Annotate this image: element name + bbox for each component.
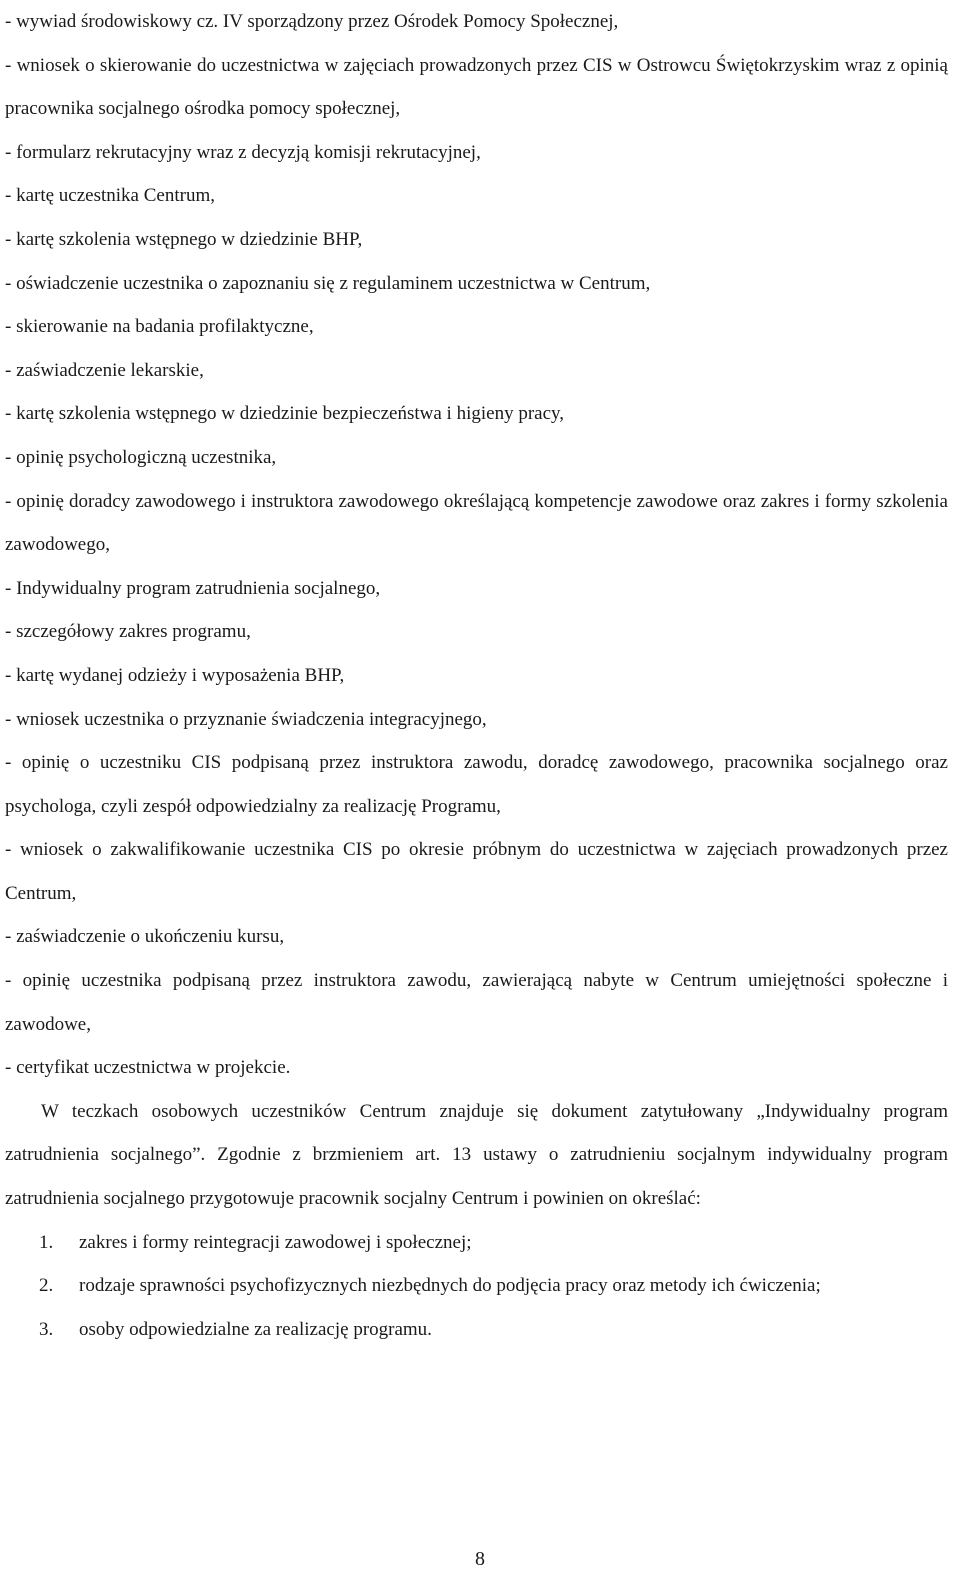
document-item: - opinię o uczestniku CIS podpisaną przez instruktora zawodu, doradcę zawodowego, pracownika socjalnego oraz psychologa, czyli zespół odpowiedzialny za realizację Programu, — [5, 752, 948, 817]
document-item: - kartę uczestnika Centrum, — [5, 185, 215, 207]
list-item-number: 1. — [39, 1231, 54, 1253]
document-item: - wniosek uczestnika o przyznanie świadczenia integracyjnego, — [5, 708, 487, 730]
list-item-number: 3. — [39, 1318, 54, 1340]
document-item: - zaświadczenie o ukończeniu kursu, — [5, 926, 285, 948]
document-item: - opinię psychologiczną uczestnika, — [5, 446, 277, 468]
document-item-list — [5, 0, 948, 1090]
document-item: - wywiad środowiskowy cz. IV sporządzony przez Ośrodek Pomocy Społecznej, — [5, 11, 619, 32]
document-item: - certyfikat uczestnictwa w projekcie. — [5, 1057, 291, 1079]
document-item: - Indywidualny program zatrudnienia socjalnego, — [5, 577, 381, 599]
body-paragraph: W teczkach osobowych uczestników Centrum znajduje się dokument zatytułowany „Indywidualny program zatrudnienia socjalnego”. Zgodnie z brzmieniem art. 13 ustawy o zatrudnieniu socjalnym indywidualny program zatrudnienia socjalnego przygotowuje pracownik socjalny Centrum i powinien on określać: — [5, 1100, 948, 1210]
document-item: - kartę szkolenia wstępnego w dziedzinie bezpieczeństwa i higieny pracy, — [5, 403, 565, 425]
page-number: 8 — [475, 1548, 485, 1570]
list-item — [5, 1264, 948, 1308]
list-item-text: osoby odpowiedzialne za realizację programu. — [79, 1318, 432, 1340]
document-item: - kartę wydanej odzieży i wyposażenia BHP, — [5, 664, 345, 686]
document-item: - zaświadczenie lekarskie, — [5, 359, 204, 381]
document-item: - skierowanie na badania profilaktyczne, — [5, 316, 314, 338]
document-item: - opinię uczestnika podpisaną przez instruktora zawodu, zawierającą nabyte w Centrum umiejętności społeczne i zawodowe, — [5, 970, 948, 1035]
document-item: - formularz rekrutacyjny wraz z decyzją komisji rekrutacyjnej, — [5, 141, 481, 163]
list-item — [5, 1308, 948, 1352]
document-item: - kartę szkolenia wstępnego w dziedzinie BHP, — [5, 228, 363, 250]
document-item: - wniosek o skierowanie do uczestnictwa w zajęciach prowadzonych przez CIS w Ostrowcu Świętokrzyskim wraz z opinią pracownika socjalnego ośrodka pomocy społecznej, — [5, 54, 948, 120]
document-item: - wniosek o zakwalifikowanie uczestnika CIS po okresie próbnym do uczestnictwa w zajęciach prowadzonych przez Centrum, — [5, 839, 948, 904]
list-item-number: 2. — [39, 1275, 54, 1297]
numbered-list — [5, 1221, 948, 1352]
list-item — [5, 1221, 948, 1265]
document-page — [5, 0, 948, 1351]
list-item-text: zakres i formy reintegracji zawodowej i społecznej; — [79, 1231, 472, 1253]
list-item-text: rodzaje sprawności psychofizycznych niezbędnych do podjęcia pracy oraz metody ich ćwiczenia; — [79, 1275, 821, 1297]
document-item: - opinię doradcy zawodowego i instruktora zawodowego określającą kompetencje zawodowe oraz zakres i formy szkolenia zawodowego, — [5, 490, 948, 556]
document-item: - szczegółowy zakres programu, — [5, 621, 251, 643]
document-item: - oświadczenie uczestnika o zapoznaniu się z regulaminem uczestnictwa w Centrum, — [5, 272, 651, 294]
